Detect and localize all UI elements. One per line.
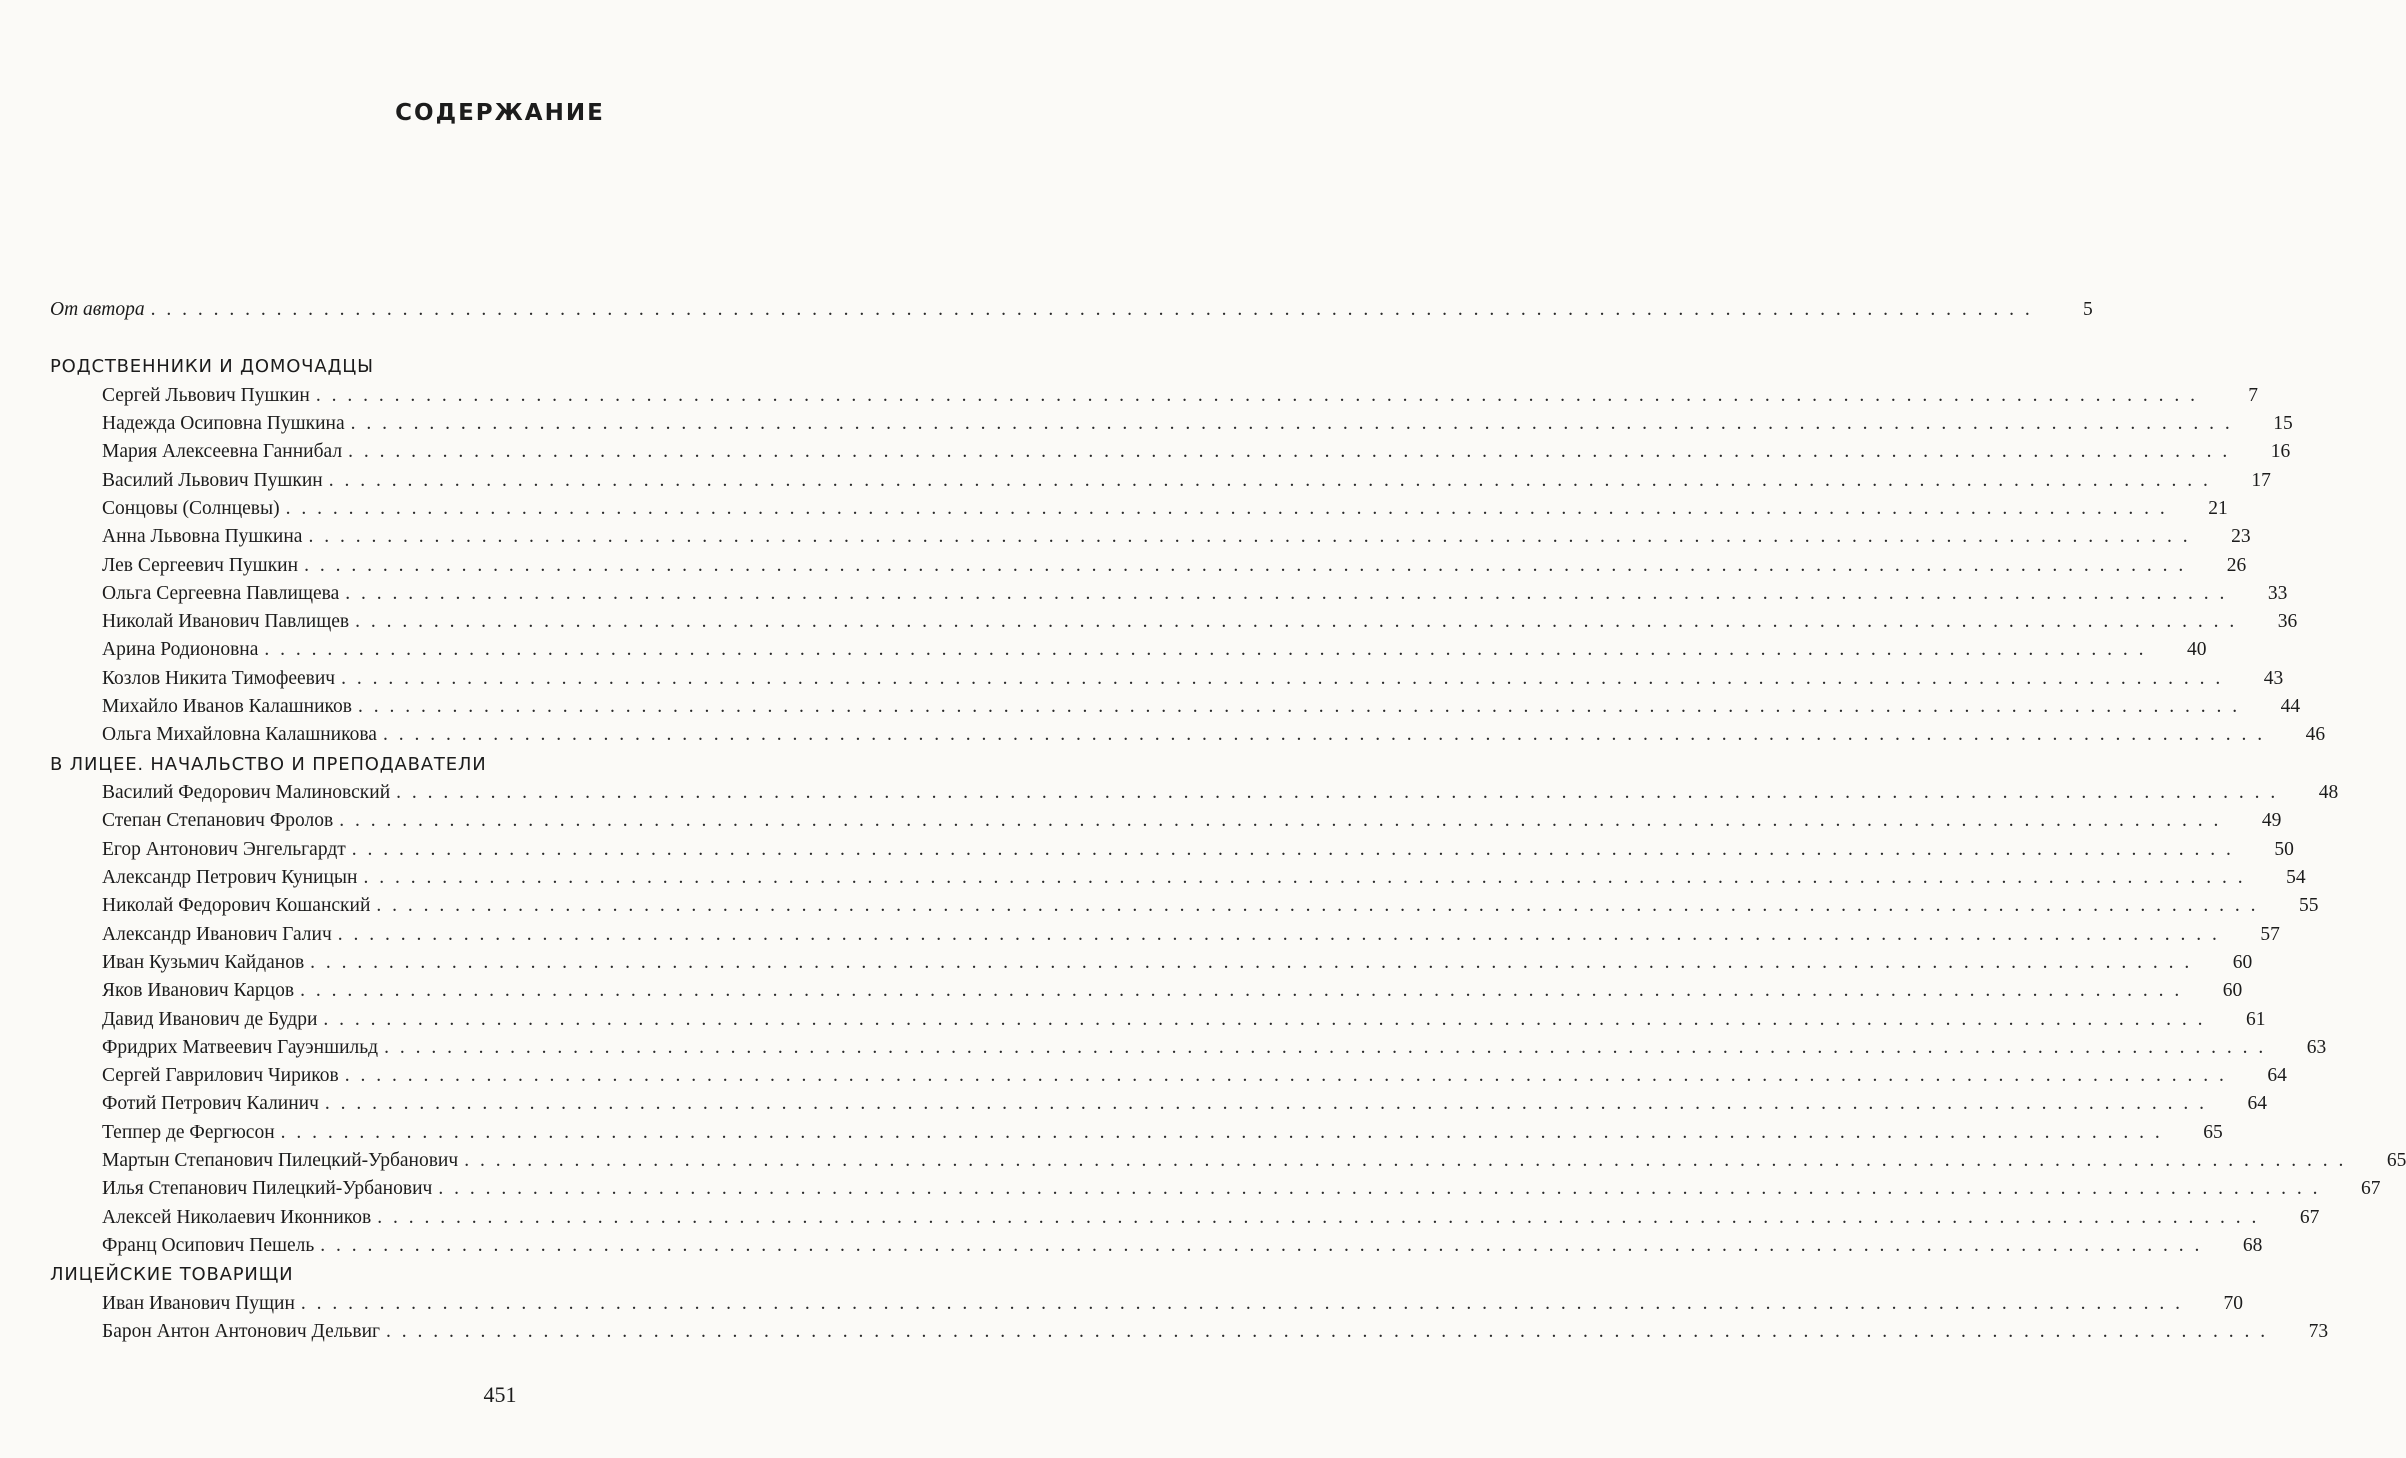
dot-leader: . . . . . . . . . . . . . . . . . . . . . . . . . . . . . . . . . . . . . . . . . . . . . . . . . . . . . . . . . . . . . . . . . . . . . . . . . . . . . . . . . . . . . . . . . . . . . . . . . . . . . . . . . . . . . . . . . . . . . . . . bbox=[351, 838, 2234, 860]
entry-page-number: 57 bbox=[2260, 923, 2280, 945]
entry-page-number: 46 bbox=[2305, 724, 2326, 746]
entry-label: Сергей Гаврилович Чириков bbox=[102, 1065, 339, 1087]
entry-page-number: 44 bbox=[2280, 696, 2301, 718]
toc-entry[interactable] bbox=[50, 921, 2280, 949]
dot-leader: . . . . . . . . . . . . . . . . . . . . . . . . . . . . . . . . . . . . . . . . . . . . . . . . . . . . . . . . . . . . . . . . . . . . . . . . . . . . . . . . . . . . . . . . . . . . . . . . . . . . . . . . . . . . . . . . . . . . . . . . bbox=[348, 441, 2231, 463]
entry-page-number: 36 bbox=[2277, 611, 2298, 633]
dot-leader: . . . . . . . . . . . . . . . . . . . . . . . . . . . . . . . . . . . . . . . . . . . . . . . . . . . . . . . . . . . . . . . . . . . . . . . . . . . . . . . . . . . . . . . . . . . . . . . . . . . . . . . . . . . . . . . . . . . . . . . . bbox=[357, 696, 2241, 718]
toc-entry[interactable] bbox=[50, 864, 2306, 892]
dot-leader: . . . . . . . . . . . . . . . . . . . . . . . . . . . . . . . . . . . . . . . . . . . . . . . . . . . . . . . . . . . . . . . . . . . . . . . . . . . . . . . . . . . . . . . . . . . . . . . . . . . . . . . . . . . . . . . . . . . . . . . . bbox=[285, 497, 2168, 519]
dot-leader: . . . . . . . . . . . . . . . . . . . . . . . . . . . . . . . . . . . . . . . . . . . . . . . . . . . . . . . . . . . . . . . . . . . . . . . . . . . . . . . . . . . . . . . . . . . . . . . . . . . . . . . . . . . . . . . . . . . . . . . . bbox=[344, 1065, 2227, 1087]
toc-entry[interactable] bbox=[50, 1119, 2223, 1147]
entry-label: Козлов Никита Тимофеевич bbox=[102, 667, 336, 689]
entry-label: Теппер де Фергюсон bbox=[102, 1121, 275, 1143]
spacer bbox=[50, 324, 860, 352]
table-of-contents bbox=[50, 296, 2406, 1346]
entry-label: Василий Федорович Малиновский bbox=[102, 782, 391, 804]
toc-section-heading: В ЛИЦЕЕ. НАЧАЛЬСТВО И ПРЕПОДАВАТЕЛИ bbox=[50, 753, 487, 775]
toc-intro-entry[interactable] bbox=[50, 296, 2093, 324]
entry-page-number: 68 bbox=[2242, 1234, 2263, 1256]
entry-label: Степан Степанович Фролов bbox=[102, 810, 334, 832]
entry-page-number: 65 bbox=[2203, 1121, 2223, 1143]
dot-leader: . . . . . . . . . . . . . . . . . . . . . . . . . . . . . . . . . . . . . . . . . . . . . . . . . . . . . . . . . . . . . . . . . . . . . . . . . . . . . . . . . . . . . . . . . . . . . . . . . . . . . . . . . . . . . . . . . . . . . . . . bbox=[300, 1292, 2184, 1314]
toc-entry[interactable] bbox=[50, 1006, 2266, 1034]
entry-label: Надежда Осиповна Пушкина bbox=[102, 413, 345, 435]
dot-leader: . . . . . . . . . . . . . . . . . . . . . . . . . . . . . . . . . . . . . . . . . . . . . . . . . . . . . . . . . . . . . . . . . . . . . . . . . . . . . . . . . . . . . . . . . . . . . . . . . . . . . . . . . . . . . . . . . . . . . . . . bbox=[300, 980, 2183, 1002]
toc-entry[interactable] bbox=[50, 467, 2271, 495]
toc-entry[interactable] bbox=[50, 779, 2339, 807]
toc-entry[interactable] bbox=[50, 892, 2319, 920]
entry-label: Иван Кузьмич Кайданов bbox=[102, 951, 305, 973]
dot-leader: . . . . . . . . . . . . . . . . . . . . . . . . . . . . . . . . . . . . . . . . . . . . . . . . . . . . . . . . . . . . . . . . . . . . . . . . . . . . . . . . . . . . . . . . . . . . . . . . . . . . . . . . . . . . . . . . . . . . . . . . bbox=[345, 582, 2228, 604]
dot-leader: . . . . . . . . . . . . . . . . . . . . . . . . . . . . . . . . . . . . . . . . . . . . . . . . . . . . . . . . . . . . . . . . . . . . . . . . . . . . . . . . . . . . . . . . . . . . . . . . . . . . . . . . . . . . . . . . . . . . . . . . bbox=[382, 724, 2266, 746]
entry-page-number: 63 bbox=[2306, 1036, 2327, 1058]
toc-entry[interactable] bbox=[50, 1318, 2329, 1346]
entry-page-number: 5 bbox=[2082, 299, 2093, 320]
entry-page-number: 64 bbox=[2247, 1093, 2268, 1115]
dot-leader: . . . . . . . . . . . . . . . . . . . . . . . . . . . . . . . . . . . . . . . . . . . . . . . . . . . . . . . . . . . . . . . . . . . . . . . . . . . . . . . . . . . . . . . . . . . . . . . . . . . . . . . . . . . . . . . . . . . . . . . . bbox=[337, 923, 2220, 945]
toc-entry[interactable] bbox=[50, 552, 2247, 580]
page-number: 451 bbox=[483, 1382, 517, 1407]
dot-leader: . . . . . . . . . . . . . . . . . . . . . . . . . . . . . . . . . . . . . . . . . . . . . . . . . . . . . . . . . . . . . . . . . . . . . . . . . . . . . . . . . . . . . . . . . . . . . . . . . . . . . . . . . . . . . . . . . . . . . . . . bbox=[323, 1008, 2206, 1030]
dot-leader: . . . . . . . . . . . . . . . . . . . . . . . . . . . . . . . . . . . . . . . . . . . . . . . . . . . . . . . . . . . . . . . . . . . . . . . . . . . . . . . . . . . . . . . . . . . . . . . . . . . . . . . . . . . . . . . . . . . . . . . . bbox=[386, 1321, 2269, 1342]
entry-page-number: 67 bbox=[2360, 1178, 2381, 1200]
entry-page-number: 15 bbox=[2273, 413, 2293, 435]
entry-label: Франц Осипович Пешель bbox=[102, 1234, 315, 1256]
entry-page-number: 54 bbox=[2286, 867, 2306, 889]
entry-page-number: 33 bbox=[2267, 582, 2288, 604]
entry-page-number: 40 bbox=[2187, 639, 2207, 661]
entry-page-number: 7 bbox=[2248, 384, 2258, 406]
toc-entry[interactable] bbox=[50, 977, 2243, 1005]
page-title: СОДЕРЖАНИЕ bbox=[395, 100, 605, 126]
entry-page-number: 70 bbox=[2223, 1292, 2244, 1314]
entry-label: Ольга Михайловна Калашникова bbox=[102, 724, 377, 746]
dot-leader: . . . . . . . . . . . . . . . . . . . . . . . . . . . . . . . . . . . . . . . . . . . . . . . . . . . . . . . . . . . . . . . . . . . . . . . . . . . . . . . . . . . . . . . . . . . . . . . . . . . . . . . . . . . . . . . . . . . . . . . . bbox=[438, 1178, 2321, 1200]
entry-page-number: 49 bbox=[2261, 810, 2282, 832]
entry-label: Сонцовы (Солнцевы) bbox=[102, 497, 280, 519]
toc-entry[interactable] bbox=[50, 1290, 2244, 1318]
toc-sections bbox=[50, 352, 2406, 1346]
entry-label: Илья Степанович Пилецкий-Урбанович bbox=[102, 1178, 433, 1200]
dot-leader: . . . . . . . . . . . . . . . . . . . . . . . . . . . . . . . . . . . . . . . . . . . . . . . . . . . . . . . . . . . . . . . . . . . . . . . . . . . . . . . . . . . . . . . . . . . . . . . . . . . . . . . . . . . . . . . . . . . . . . . . bbox=[320, 1234, 2203, 1256]
toc-entry[interactable] bbox=[50, 495, 2228, 523]
entry-page-number: 43 bbox=[2263, 667, 2284, 689]
dot-leader: . . . . . . . . . . . . . . . . . . . . . . . . . . . . . . . . . . . . . . . . . . . . . . . . . . . . . . . . . . . . . . . . . . . . . . . . . . . . . . . . . . . . . . . . . . . . . . . . . . . . . . . . . . . . . . . . . . . . . . . . bbox=[310, 951, 2193, 973]
toc-entry[interactable] bbox=[50, 1034, 2327, 1062]
dot-leader: . . . . . . . . . . . . . . . . . . . . . . . . . . . . . . . . . . . . . . . . . . . . . . . . . . . . . . . . . . . . . . . . . . . . . . . . . . . . . . . . . . . . . . . . . . . . . . . . . . . . . . . . . . . . . . . . . . . . . . . . bbox=[324, 1093, 2208, 1115]
toc-entry[interactable] bbox=[50, 438, 2291, 466]
toc-entry[interactable] bbox=[50, 1204, 2320, 1232]
entry-label: Яков Иванович Карцов bbox=[102, 980, 295, 1002]
entry-label: Михайло Иванов Калашников bbox=[102, 696, 352, 718]
toc-entry[interactable] bbox=[50, 580, 2288, 608]
toc-entry[interactable] bbox=[50, 693, 2301, 721]
toc-entry[interactable] bbox=[50, 836, 2294, 864]
dot-leader: . . . . . . . . . . . . . . . . . . . . . . . . . . . . . . . . . . . . . . . . . . . . . . . . . . . . . . . . . . . . . . . . . . . . . . . . . . . . . . . . . . . . . . . . . . . . . . . . . . . . . . . . . . . . . . . . . . . . . . . . bbox=[377, 1206, 2260, 1228]
entry-page-number: 61 bbox=[2246, 1008, 2266, 1030]
dot-leader: . . . . . . . . . . . . . . . . . . . . . . . . . . . . . . . . . . . . . . . . . . . . . . . . . . . . . . . . . . . . . . . . . . . . . . . . . . . . . . . . . . . . . . . . . . . . . . . . . . . . . . . . . . . . . . . . . . . . . . . . bbox=[280, 1121, 2163, 1143]
dot-leader: . . . . . . . . . . . . . . . . . . . . . . . . . . . . . . . . . . . . . . . . . . . . . . . . . . . . . . . . . . . . . . . . . . . . . . . . . . . . . . . . . . . . . . . . . . . . . . . . . . . . . . . . . . . . . . . . . . . . . . . . bbox=[350, 413, 2233, 435]
entry-page-number: 23 bbox=[2231, 526, 2251, 548]
entry-page-number: 55 bbox=[2299, 895, 2319, 917]
toc-section-heading: РОДСТВЕННИКИ И ДОМОЧАДЦЫ bbox=[50, 356, 374, 378]
entry-page-number: 67 bbox=[2299, 1206, 2320, 1228]
entry-page-number: 48 bbox=[2318, 782, 2339, 804]
dot-leader: . . . . . . . . . . . . . . . . . . . . . . . . . . . . . . . . . . . . . . . . . . . . . . . . . . . . . . . . . . . . . . . . . . . . . . . . . . . . . . . . . . . . . . . . . . . . . . . . . . . . . . . . . . . . . . . . . . . . . . . . bbox=[304, 554, 2187, 576]
entry-label: Василий Львович Пушкин bbox=[102, 469, 323, 491]
entry-label: Ольга Сергеевна Павлищева bbox=[102, 582, 340, 604]
dot-leader: . . . . . . . . . . . . . . . . . . . . . . . . . . . . . . . . . . . . . . . . . . . . . . . . . . . . . . . . . . . . . . . . . . . . . . . . . . . . . . . . . . . . . . . . . . . . . . . . . . . . . . . . . . . . . . . . . . . . . . . . bbox=[315, 384, 2198, 406]
entry-page-number: 21 bbox=[2208, 497, 2228, 519]
entry-page-number: 17 bbox=[2251, 469, 2271, 491]
entry-label: Александр Иванович Галич bbox=[102, 923, 332, 945]
entry-page-number: 64 bbox=[2267, 1065, 2287, 1087]
toc-entry[interactable] bbox=[50, 1175, 2381, 1203]
dot-leader: . . . . . . . . . . . . . . . . . . . . . . . . . . . . . . . . . . . . . . . . . . . . . . . . . . . . . . . . . . . . . . . . . . . . . . . . . . . . . . . . . . . . . . . . . . . . . . . . . . . . . . . . . . . . . . . . . . . . . . . . bbox=[308, 526, 2191, 548]
toc-entry[interactable] bbox=[50, 636, 2207, 664]
entry-label: Егор Антонович Энгельгардт bbox=[102, 838, 346, 860]
entry-label: От автора bbox=[50, 299, 145, 320]
entry-label: Мартын Степанович Пилецкий-Урбанович bbox=[102, 1150, 459, 1172]
entry-page-number: 16 bbox=[2270, 441, 2291, 463]
dot-leader: . . . . . . . . . . . . . . . . . . . . . . . . . . . . . . . . . . . . . . . . . . . . . . . . . . . . . . . . . . . . . . . . . . . . . . . . . . . . . . . . . . . . . . . . . . . . . . . . . . . . . . . . . . . . . . . . . . . . . . . . bbox=[355, 611, 2238, 633]
entry-label: Давид Иванович де Будри bbox=[102, 1008, 318, 1030]
toc-entry[interactable] bbox=[50, 1147, 2406, 1175]
toc-section-heading: ЛИЦЕЙСКИЕ ТОВАРИЩИ bbox=[50, 1264, 294, 1286]
entry-label: Александр Петрович Куницын bbox=[102, 867, 358, 889]
dot-leader: . . . . . . . . . . . . . . . . . . . . . . . . . . . . . . . . . . . . . . . . . . . . . . . . . . . . . . . . . . . . . . . . . . . . . . . . . . . . . . . . . . . . . . . . . . . . . . . . . . . . . . . . . . . . . . . . . . . . . . . . bbox=[339, 810, 2222, 832]
entry-label: Мария Алексеевна Ганнибал bbox=[102, 441, 343, 463]
entry-label: Сергей Львович Пушкин bbox=[102, 384, 310, 406]
entry-label: Арина Родионовна bbox=[102, 639, 259, 661]
toc-entry[interactable] bbox=[50, 382, 2258, 410]
entry-label: Николай Иванович Павлищев bbox=[102, 611, 350, 633]
dot-leader: . . . . . . . . . . . . . . . . . . . . . . . . . . . . . . . . . . . . . . . . . . . . . . . . . . . . . . . . . . . . . . . . . . . . . . . . . . . . . . . . . . . . . . . . . . . . . . . . . . . . . . . . . . . . . . . . . . . . . . . . bbox=[464, 1150, 2347, 1172]
dot-leader: . . . . . . . . . . . . . . . . . . . . . . . . . . . . . . . . . . . . . . . . . . . . . . . . . . . . . . . . . . . . . . . . . . . . . . . . . . . . . . . . . . . . . . . . . . . . . . . . . . . . . . . . . . . . . . . . . . . . . . . . bbox=[328, 469, 2211, 491]
toc-entry[interactable] bbox=[50, 1062, 2287, 1090]
dot-leader: . . . . . . . . . . . . . . . . . . . . . . . . . . . . . . . . . . . . . . . . . . . . . . . . . . . . . . . . . . . . . . . . . . . . . . . . . . . . . . . . . . . . . . . . . . . . . . . . . . . . . . . . . . . . . . . . . . . . . . . . bbox=[376, 895, 2259, 917]
toc-entry[interactable] bbox=[50, 523, 2251, 551]
toc-entry[interactable] bbox=[50, 721, 2326, 749]
entry-page-number: 73 bbox=[2308, 1321, 2329, 1342]
toc-entry[interactable] bbox=[50, 410, 2293, 438]
toc-entry[interactable] bbox=[50, 608, 2298, 636]
dot-leader: . . . . . . . . . . . . . . . . . . . . . . . . . . . . . . . . . . . . . . . . . . . . . . . . . . . . . . . . . . . . . . . . . . . . . . . . . . . . . . . . . . . . . . . . . . . . . . . . . . . . . . . . . . . . . . . . . . . . . . . . bbox=[396, 782, 2279, 804]
dot-leader: . . . . . . . . . . . . . . . . . . . . . . . . . . . . . . . . . . . . . . . . . . . . . . . . . . . . . . . . . . . . . . . . . . . . . . . . . . . . . . . . . . . . . . . . . . . . . . . . . . . . . . . . . . . . . . . . . . . . . . . . bbox=[264, 639, 2147, 661]
entry-label: Барон Антон Антонович Дельвиг bbox=[102, 1321, 381, 1342]
entry-label: Николай Федорович Кошанский bbox=[102, 895, 371, 917]
entry-label: Фотий Петрович Калинич bbox=[102, 1093, 319, 1115]
entry-page-number: 26 bbox=[2226, 554, 2247, 576]
dot-leader: . . . . . . . . . . . . . . . . . . . . . . . . . . . . . . . . . . . . . . . . . . . . . . . . . . . . . . . . . . . . . . . . . . . . . . . . . . . . . . . . . . . . . . . . . . . . . . . . . . . . . . . . . . . . . . . . . . . . . . . . bbox=[363, 867, 2246, 889]
dot-leader: . . . . . . . . . . . . . . . . . . . . . . . . . . . . . . . . . . . . . . . . . . . . . . . . . . . . . . . . . . . . . . . . . . . . . . . . . . . . . . . . . . . . . . . . . . . . . . . . . . . . . . . . . . . . . . . . . . . . . . . . bbox=[384, 1036, 2267, 1058]
toc-entry[interactable] bbox=[50, 665, 2284, 693]
toc-entry[interactable] bbox=[50, 1232, 2263, 1260]
toc-entry[interactable] bbox=[50, 949, 2253, 977]
entry-label: Анна Львовна Пушкина bbox=[102, 526, 303, 548]
entry-page-number: 60 bbox=[2222, 980, 2243, 1002]
toc-entry[interactable] bbox=[50, 807, 2282, 835]
entry-page-number: 60 bbox=[2232, 951, 2253, 973]
dot-leader: . . . . . . . . . . . . . . . . . . . . . . . . . . . . . . . . . . . . . . . . . . . . . . . . . . . . . . . . . . . . . . . . . . . . . . . . . . . . . . . . . . . . . . . . . . . . . . . . . . . . . . . . . . . . . . . . . . . . . . . . bbox=[341, 667, 2224, 689]
dot-leader: . . . . . . . . . . . . . . . . . . . . . . . . . . . . . . . . . . . . . . . . . . . . . . . . . . . . . . . . . . . . . . . . . . . . . . . . . . . . . . . . . . . . . . . . . . . . . . . . . . . . . . . . . . . . . . . . . . . . . . . . bbox=[150, 299, 2033, 320]
entry-label: Лев Сергеевич Пушкин bbox=[102, 554, 299, 576]
toc-entry[interactable] bbox=[50, 1090, 2268, 1118]
entry-label: Алексей Николаевич Иконников bbox=[102, 1206, 372, 1228]
entry-label: Фридрих Матвеевич Гауэншильд bbox=[102, 1036, 379, 1058]
entry-page-number: 50 bbox=[2274, 838, 2294, 860]
entry-label: Иван Иванович Пущин bbox=[102, 1292, 295, 1314]
entry-page-number: 65 bbox=[2386, 1150, 2406, 1172]
